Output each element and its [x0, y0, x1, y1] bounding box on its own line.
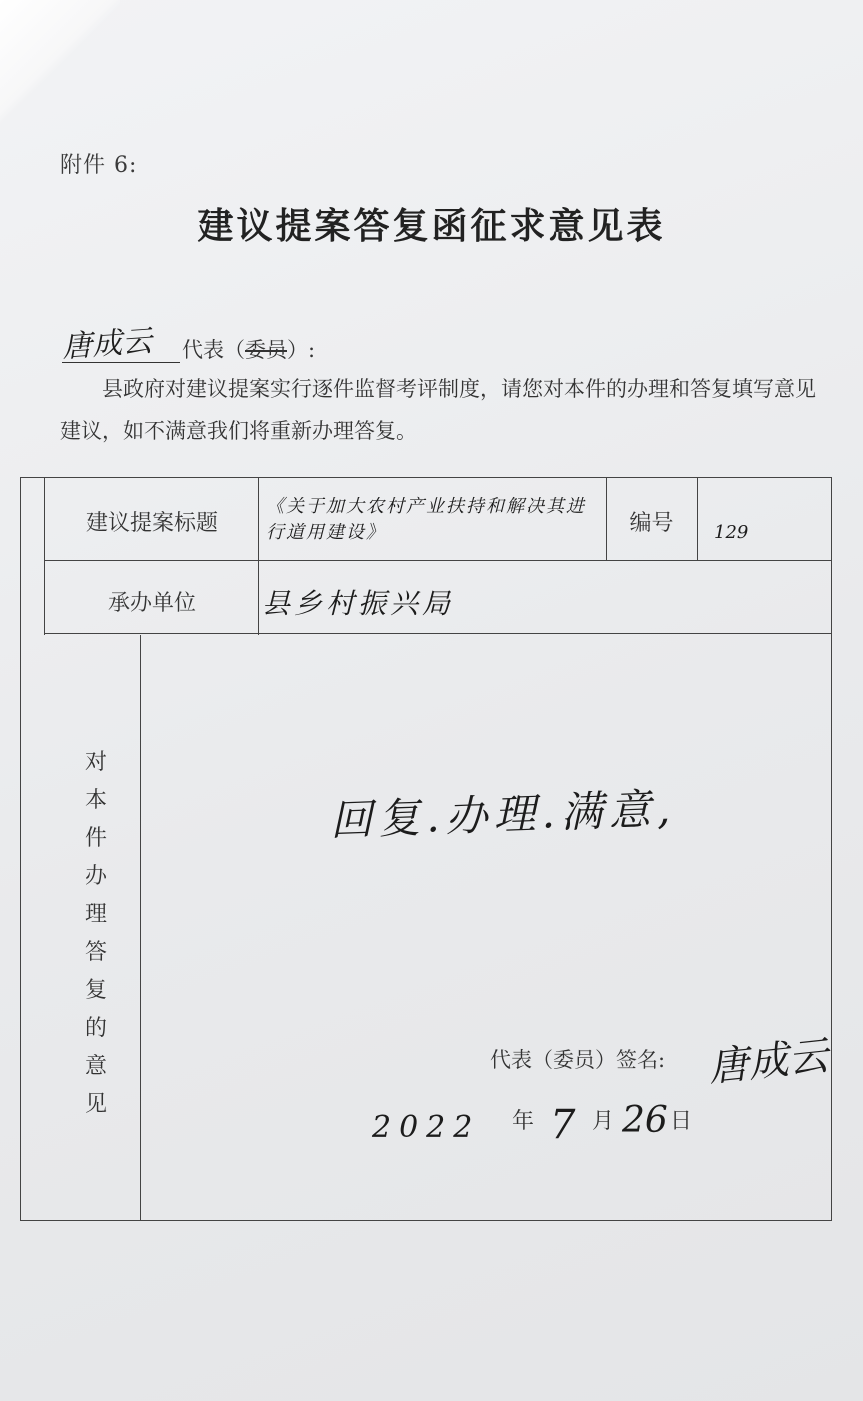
- number-label: 编号: [629, 511, 674, 536]
- page-fold: [0, 0, 120, 130]
- opinion-label-char: 答: [84, 940, 107, 965]
- handwritten-opinion: 回复.办理.满意,: [329, 783, 677, 846]
- col-divider-opinion: [140, 635, 141, 1220]
- row-divider-2: [44, 633, 831, 634]
- opinion-label-char: 意: [84, 1054, 107, 1079]
- date-day: 26: [622, 1100, 668, 1141]
- handwritten-signature: 唐成云: [706, 1032, 831, 1092]
- number-value: 129: [714, 522, 749, 543]
- handwritten-representative-name: 唐成云: [61, 323, 154, 365]
- opinion-label-char: 办: [84, 864, 107, 889]
- unit-label: 承办单位: [107, 591, 196, 616]
- opinion-label-char: 理: [84, 902, 107, 927]
- date-day-unit: 日: [670, 1109, 693, 1134]
- opinion-label-char: 对: [84, 750, 107, 775]
- salutation-prefix: 代表（: [182, 338, 245, 362]
- salutation: [62, 322, 482, 366]
- signature-label: 代表（委员）签名:: [490, 1048, 666, 1072]
- opinion-label-char: 复: [84, 978, 107, 1003]
- unit-value: 县乡村振兴局: [262, 587, 455, 620]
- proposal-title-label: 建议提案标题: [85, 511, 218, 536]
- opinion-label-char: 的: [84, 1016, 107, 1041]
- name-underline: [62, 362, 180, 363]
- page-title: 建议提案答复函征求意见表: [197, 205, 666, 247]
- date-year: 2022: [372, 1110, 481, 1145]
- col-divider-title-value: [258, 477, 259, 635]
- salutation-suffix: [182, 334, 315, 364]
- opinion-label-char: 见: [84, 1092, 107, 1117]
- opinion-label: [78, 744, 114, 1124]
- proposal-title-value: 《关于加大农村产业扶持和解决其进行道用建设》: [266, 496, 586, 543]
- struck-committee-member: 委员: [245, 338, 287, 362]
- date-month: 7: [550, 1102, 576, 1148]
- date-month-unit: 月: [592, 1109, 615, 1134]
- attachment-label: 附件 6:: [60, 153, 138, 178]
- date-line: [372, 1100, 712, 1150]
- col-divider-label: [44, 477, 45, 635]
- col-divider-number-value: [697, 477, 698, 561]
- intro-paragraph: 县政府对建议提案实行逐件监督考评制度，请您对本件的办理和答复填写意见建议，如不满意我们将重新办理答复。: [60, 377, 816, 443]
- date-year-unit: 年: [512, 1109, 535, 1134]
- opinion-label-char: 本: [84, 788, 107, 813]
- row-divider-1: [44, 560, 831, 561]
- salutation-close: ）:: [287, 338, 316, 362]
- opinion-label-char: 件: [84, 826, 107, 851]
